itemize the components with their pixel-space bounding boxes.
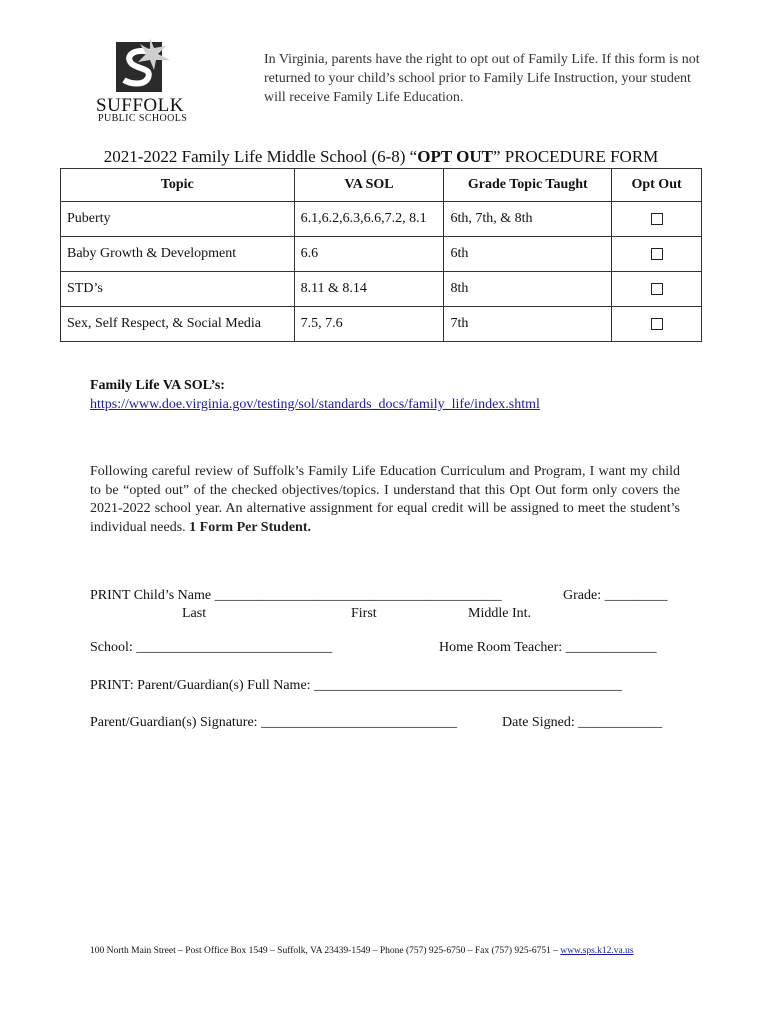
opt-out-checkbox[interactable] [651, 318, 663, 330]
middle-initial-label: Middle Int. [468, 606, 531, 621]
form-title [60, 146, 702, 168]
suffolk-logo [96, 38, 188, 124]
grade-cell: 7th [444, 307, 612, 342]
last-name-label: Last [182, 606, 207, 621]
form-title-bold: OPT OUT [417, 147, 493, 166]
homeroom-teacher-field[interactable]: Home Room Teacher: _____________ [439, 640, 657, 655]
opt-out-cell [612, 272, 702, 307]
header-topic: Topic [61, 169, 295, 202]
guardian-signature-field[interactable]: Parent/Guardian(s) Signature: ____________________________ [90, 715, 458, 730]
form-title-suffix: ” PROCEDURE FORM [492, 147, 659, 166]
form-title-prefix: 2021-2022 Family Life Middle School (6-8) “ [103, 147, 418, 166]
topic-cell: Puberty [61, 202, 295, 237]
grade-cell: 6th [444, 237, 612, 272]
opt-out-cell [612, 307, 702, 342]
logo-name: SUFFOLK [96, 95, 184, 116]
first-name-label: First [351, 606, 377, 621]
sol-heading: Family Life VA SOL’s: [90, 378, 225, 393]
topic-cell: STD’s [61, 272, 295, 307]
footer [90, 946, 634, 956]
header-va-sol: VA SOL [294, 169, 444, 202]
opt-out-cell [612, 237, 702, 272]
topic-cell: Sex, Self Respect, & Social Media [61, 307, 295, 342]
date-signed-field[interactable]: Date Signed: ____________ [502, 715, 663, 730]
opt-out-checkbox[interactable] [651, 283, 663, 295]
opt-out-cell [612, 202, 702, 237]
consent-text: Following careful review of Suffolk’s Family Life Education Curriculum and Program, I want my child to be “opted out” of the checked objectives/topics. I understand that this Opt Out form only covers the 2021-2022 school year. An alternative assignment for equal credit will be assigned to meet the student’s individual needs. [90, 464, 680, 535]
opt-out-checkbox[interactable] [651, 213, 663, 225]
sol-cell: 6.1,6.2,6.3,6.6,7.2, 8.1 [294, 202, 444, 237]
footer-address: 100 North Main Street – Post Office Box 1549 – Suffolk, VA 23439-1549 – Phone (757) 925-6750 – Fax (757) 925-6751 – [90, 946, 561, 956]
opt-out-table [60, 168, 702, 342]
grade-field[interactable]: Grade: _________ [563, 588, 668, 603]
sol-cell: 6.6 [294, 237, 444, 272]
table-row [61, 202, 702, 237]
table-row [61, 307, 702, 342]
logo-emblem-icon [114, 38, 170, 96]
school-field[interactable]: School: ____________________________ [90, 640, 333, 655]
grade-cell: 6th, 7th, & 8th [444, 202, 612, 237]
logo-subtitle: PUBLIC SCHOOLS [98, 113, 188, 124]
table-header-row [61, 169, 702, 202]
intro-notice: In Virginia, parents have the right to opt out of Family Life. If this form is not returned to your child’s school prior to Family Life Instruction, your student will receive Family Life Education. [264, 52, 700, 105]
footer-website-link[interactable]: www.sps.k12.va.us [560, 946, 634, 956]
grade-cell: 8th [444, 272, 612, 307]
sol-link[interactable]: https://www.doe.virginia.gov/testing/sol/standards_docs/family_life/index.shtml [90, 397, 540, 412]
consent-paragraph [90, 463, 680, 537]
opt-out-checkbox[interactable] [651, 248, 663, 260]
topic-cell: Baby Growth & Development [61, 237, 295, 272]
table-row [61, 237, 702, 272]
guardian-name-field[interactable]: PRINT: Parent/Guardian(s) Full Name: ____________________________________________ [90, 678, 623, 693]
sol-cell: 8.11 & 8.14 [294, 272, 444, 307]
header-grade: Grade Topic Taught [444, 169, 612, 202]
one-form-note: 1 Form Per Student. [189, 519, 311, 535]
header-opt-out: Opt Out [612, 169, 702, 202]
child-name-field[interactable]: PRINT Child’s Name _________________________________________ [90, 588, 502, 603]
table-row [61, 272, 702, 307]
sol-cell: 7.5, 7.6 [294, 307, 444, 342]
